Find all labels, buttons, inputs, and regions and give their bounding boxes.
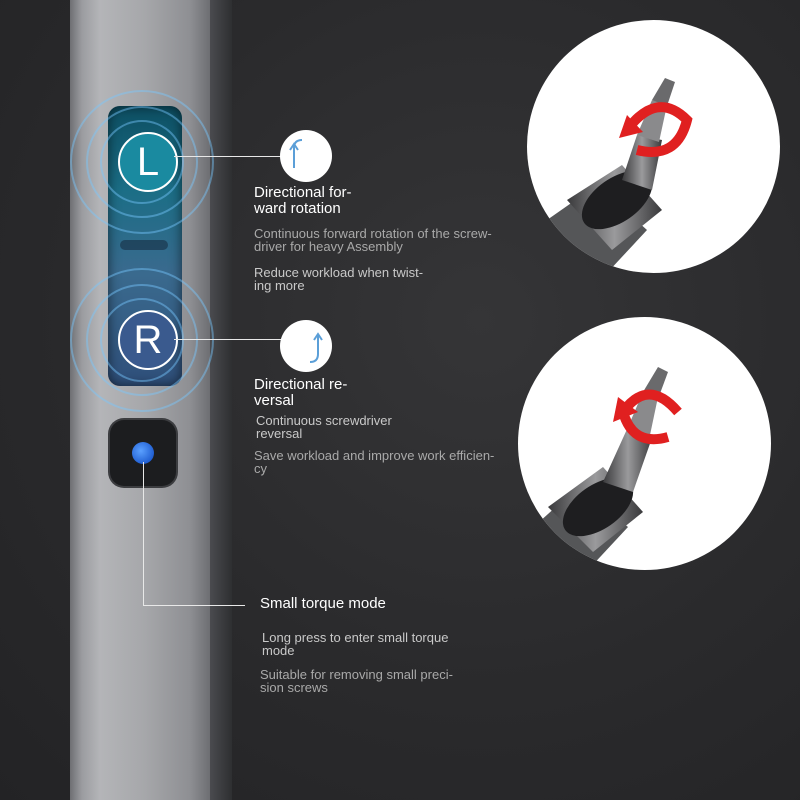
- small-torque-title: Small torque mode: [260, 595, 386, 612]
- forward-switch-letter: L: [136, 139, 160, 184]
- torque-leader-line-vertical: [143, 462, 144, 606]
- forward-rotation-photo: [527, 20, 780, 273]
- reverse-arrow-badge: [280, 320, 332, 372]
- small-torque-description-2: [260, 668, 500, 694]
- forward-title-line1: Directional for-: [254, 184, 352, 201]
- reverse-desc2-line2: cy: [254, 461, 267, 476]
- small-torque-button[interactable]: [132, 442, 154, 464]
- small-torque-desc2-line2: sion screws: [260, 680, 328, 695]
- reverse-leader-line: [174, 339, 284, 340]
- counterclockwise-arrow-icon: [280, 320, 332, 372]
- small-torque-desc1-line1: Long press to enter small torque: [262, 630, 449, 645]
- small-torque-desc1-line2: mode: [262, 643, 295, 658]
- screwdriver-body-edge: [210, 0, 232, 800]
- small-torque-desc2-line1: Suitable for removing small preci-: [260, 667, 453, 682]
- forward-description-1: [254, 227, 534, 253]
- reverse-rotation-photo: [518, 317, 771, 570]
- small-torque-description-1: [262, 631, 482, 657]
- reverse-desc2-line1: Save workload and improve work efficien-: [254, 448, 495, 463]
- screwdriver-bit-forward-illustration: [527, 20, 780, 273]
- switch-slot-divider: [120, 240, 168, 250]
- reverse-title-line1: Directional re-: [254, 376, 348, 393]
- forward-desc2-line2: ing more: [254, 278, 305, 293]
- forward-desc1-line1: Continuous forward rotation of the screw-: [254, 226, 492, 241]
- reverse-description-2: [254, 449, 534, 475]
- forward-title-line2: ward rotation: [254, 200, 341, 217]
- torque-leader-line-horizontal: [143, 605, 245, 606]
- forward-title: [254, 185, 404, 217]
- reverse-switch-button[interactable]: [118, 310, 178, 370]
- reverse-desc1-line1: Continuous screwdriver: [256, 413, 392, 428]
- forward-arrow-badge: [280, 130, 332, 182]
- clockwise-arrow-icon: [280, 130, 332, 182]
- reverse-desc1-line2: reversal: [256, 426, 303, 441]
- reverse-switch-letter: R: [133, 317, 163, 362]
- forward-desc2-line1: Reduce workload when twist-: [254, 265, 424, 280]
- reverse-title-line2: versal: [254, 392, 295, 409]
- reverse-description-1: [256, 414, 456, 440]
- screwdriver-bit-reverse-illustration: [518, 317, 771, 570]
- forward-desc1-line2: driver for heavy Assembly: [254, 239, 403, 254]
- reverse-title: [254, 377, 404, 409]
- forward-leader-line: [174, 156, 284, 157]
- forward-description-2: [254, 266, 474, 292]
- forward-switch-button[interactable]: [118, 132, 178, 192]
